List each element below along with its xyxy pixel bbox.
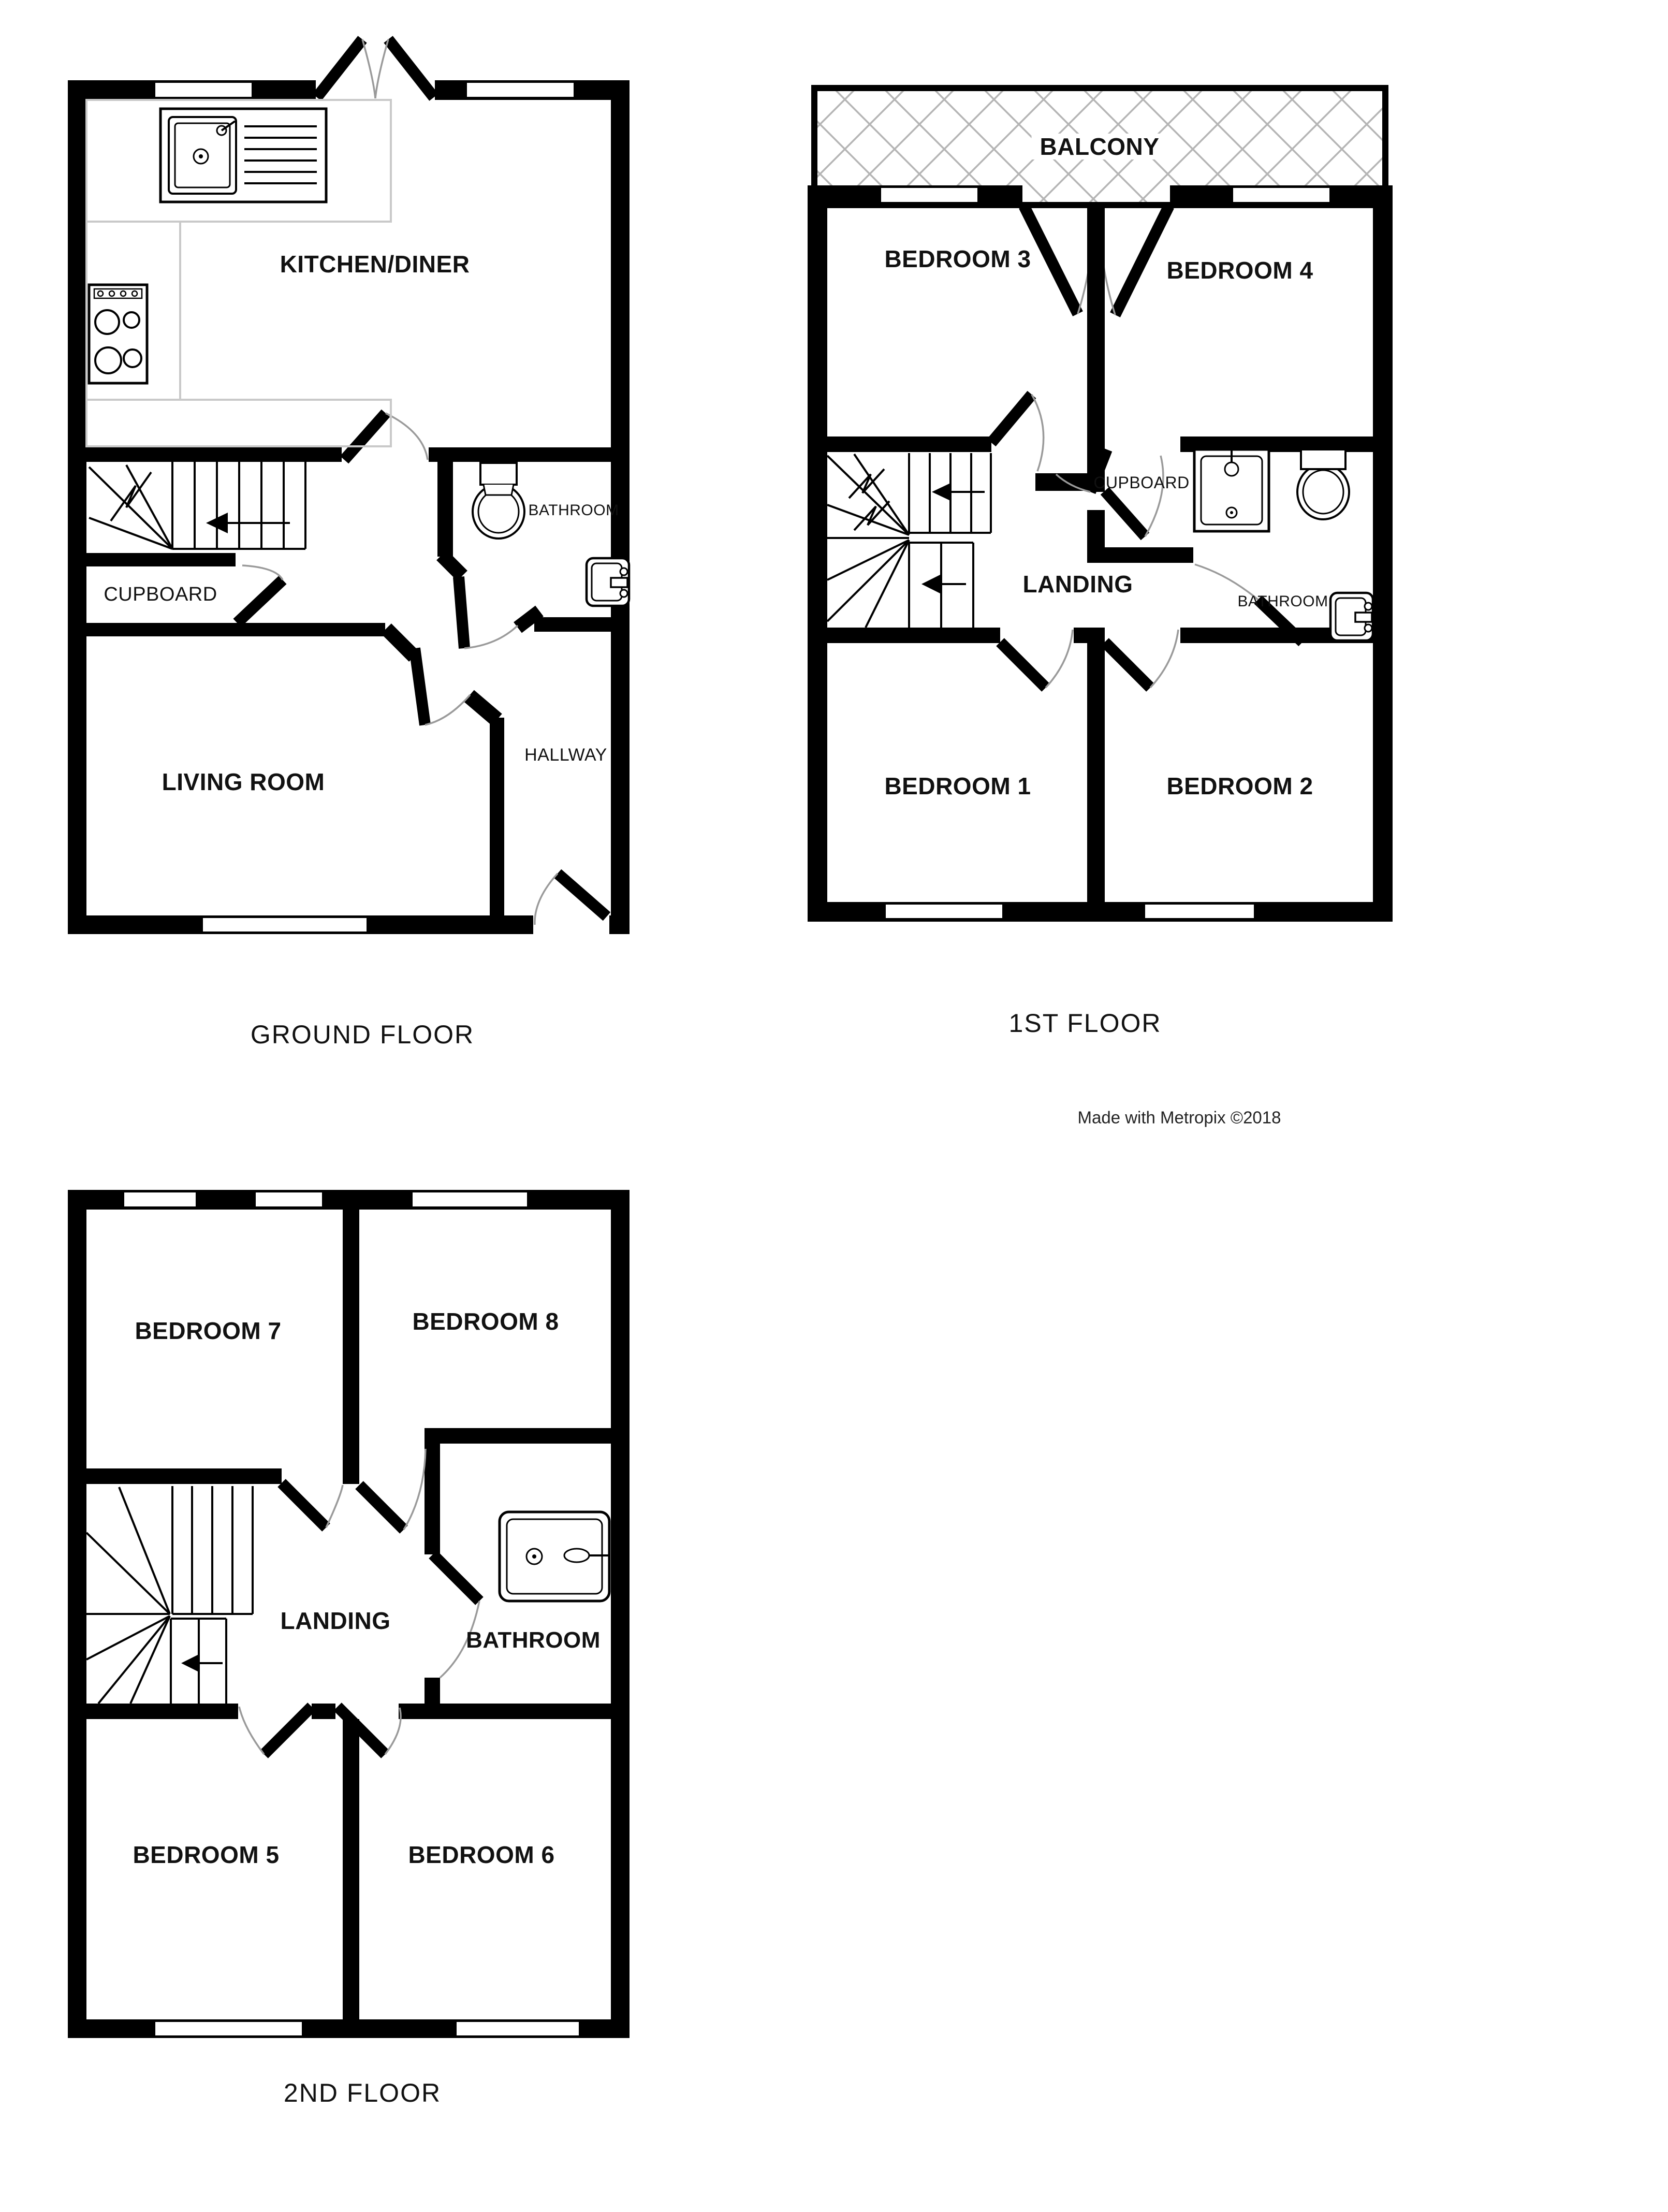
ground-inner-walls <box>68 447 630 934</box>
sink-icon-first <box>1194 449 1269 531</box>
room-label-balcony: BALCONY <box>1032 134 1168 159</box>
basin-icon-ground <box>587 558 629 606</box>
metropix-credit: Made with Metropix ©2018 <box>1077 1108 1281 1127</box>
ground-doors <box>237 413 607 925</box>
room-label-bedroom8: BEDROOM 8 <box>412 1308 559 1335</box>
room-label-bedroom1: BEDROOM 1 <box>884 773 1031 799</box>
floor-title-second: 2ND FLOOR <box>283 2078 442 2107</box>
room-label-bedroom7: BEDROOM 7 <box>135 1317 282 1344</box>
room-label-kitchen-diner: KITCHEN/DINER <box>280 251 470 278</box>
first-stairs <box>827 453 991 628</box>
room-label-ground-cupboard: CUPBOARD <box>104 584 217 605</box>
kitchen-sink-icon <box>160 109 326 202</box>
first-inner-walls <box>808 205 1393 922</box>
toilet-icon-first <box>1297 449 1349 519</box>
floor-title-ground: GROUND FLOOR <box>250 1020 475 1049</box>
room-label-hallway: HALLWAY <box>524 745 607 765</box>
toilet-icon-ground <box>473 463 524 539</box>
room-label-bedroom6: BEDROOM 6 <box>408 1841 555 1868</box>
stove-icon <box>89 285 147 383</box>
room-label-first-cupboard: CUPBOARD <box>1093 473 1190 492</box>
room-label-second-landing: LANDING <box>280 1607 391 1634</box>
basin-icon-first <box>1330 593 1373 641</box>
room-label-bedroom5: BEDROOM 5 <box>133 1841 280 1868</box>
floor-title-first: 1ST FLOOR <box>1008 1009 1162 1038</box>
room-label-first-landing: LANDING <box>1022 571 1133 598</box>
room-label-second-bathroom: BATHROOM <box>466 1627 601 1653</box>
ground-floor-plan <box>68 39 630 934</box>
room-label-ground-bathroom: BATHROOM <box>528 502 619 519</box>
room-label-bedroom3: BEDROOM 3 <box>884 245 1031 272</box>
ground-stairs <box>89 462 305 549</box>
shower-icon <box>500 1512 609 1601</box>
room-label-bedroom2: BEDROOM 2 <box>1166 773 1313 799</box>
ground-french-doors <box>317 39 434 98</box>
room-label-bedroom4: BEDROOM 4 <box>1166 257 1313 284</box>
second-stairs <box>86 1486 253 1704</box>
room-label-first-bathroom: BATHROOM <box>1237 593 1328 610</box>
room-label-living-room: LIVING ROOM <box>162 768 325 795</box>
